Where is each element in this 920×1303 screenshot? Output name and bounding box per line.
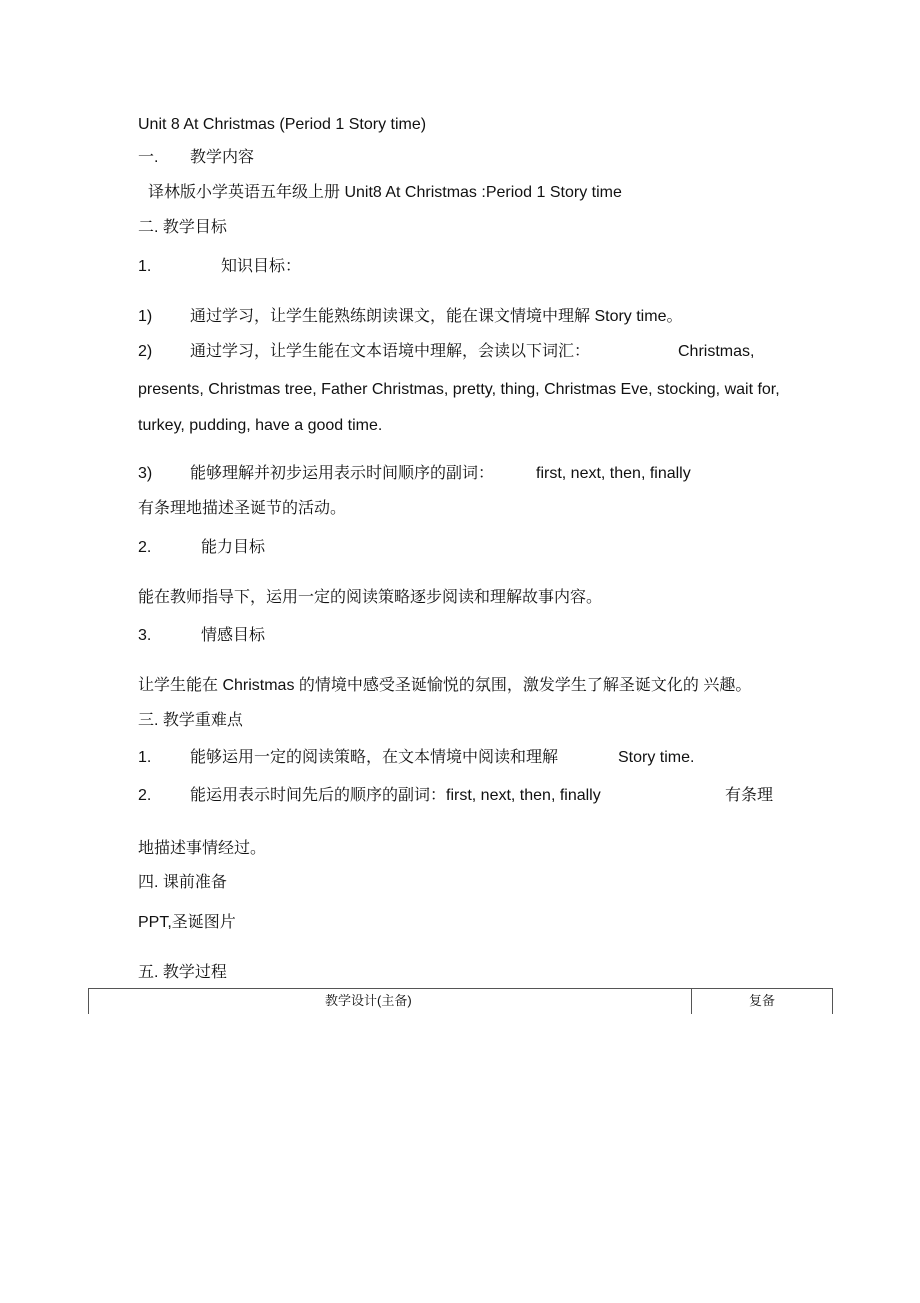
item-3-tail: first, next, then, finally	[536, 465, 691, 482]
item-1-number: 1)	[138, 308, 153, 325]
doc-title: Unit 8 At Christmas (Period 1 Story time)	[138, 116, 427, 133]
goal-1-heading: 知识目标：	[221, 258, 302, 275]
section-2-heading: 二. 教学目标	[138, 219, 227, 236]
item-2-tail: Christmas,	[678, 343, 755, 360]
item-3-line2: 有条理地描述圣诞节的活动。	[138, 500, 347, 517]
section-1-number: 一.	[138, 149, 159, 166]
item-2-text: 通过学习，让学生能在文本语境中理解，会读以下词汇：	[190, 343, 591, 360]
header-revision: 复备	[749, 993, 776, 1008]
section-1-heading: 教学内容	[190, 149, 255, 166]
item-3-number: 3)	[138, 465, 153, 482]
section-5-heading: 五. 教学过程	[138, 964, 227, 981]
goal-3-heading: 情感目标	[201, 627, 266, 644]
key-2-tail: 有条理	[725, 787, 774, 804]
key-1-text: 能够运用一定的阅读策略，在文本情境中阅读和理解	[190, 749, 559, 766]
header-main-design: 教学设计(主备)	[325, 993, 412, 1008]
key-1-tail: Story time.	[618, 749, 695, 766]
column-divider	[691, 989, 692, 1014]
item-2-number: 2)	[138, 343, 153, 360]
item-3-text: 能够理解并初步运用表示时间顺序的副词：	[190, 465, 495, 482]
goal-3-number: 3.	[138, 627, 152, 644]
item-2-line3: turkey, pudding, have a good time.	[138, 417, 383, 434]
key-2-number: 2.	[138, 787, 152, 804]
key-1-number: 1.	[138, 749, 152, 766]
goal-3-body: 让学生能在 Christmas 的情境中感受圣诞愉悦的氛围，激发学生了解圣诞文化的 兴趣。	[138, 677, 752, 694]
goal-2-body: 能在教师指导下，运用一定的阅读策略逐步阅读和理解故事内容。	[138, 589, 603, 606]
goal-2-heading: 能力目标	[201, 539, 266, 556]
goal-1-number: 1.	[138, 258, 152, 275]
item-1-text: 通过学习，让学生能熟练朗读课文，能在课文情境中理解 Story time。	[190, 308, 683, 325]
section-1-body: 译林版小学英语五年级上册 Unit8 At Christmas :Period 1 Story time	[148, 184, 622, 201]
section-4-body: PPT,圣诞图片	[138, 914, 236, 931]
item-2-line2: presents, Christmas tree, Father Christmas, pretty, thing, Christmas Eve, stocking, wait for,	[138, 381, 780, 398]
process-table	[88, 988, 833, 1014]
key-2-line2: 地描述事情经过。	[138, 840, 267, 857]
section-3-heading: 三. 教学重难点	[138, 712, 243, 729]
goal-2-number: 2.	[138, 539, 152, 556]
key-2-text: 能运用表示时间先后的顺序的副词：first, next, then, finally	[190, 787, 601, 804]
section-4-heading: 四. 课前准备	[138, 874, 227, 891]
